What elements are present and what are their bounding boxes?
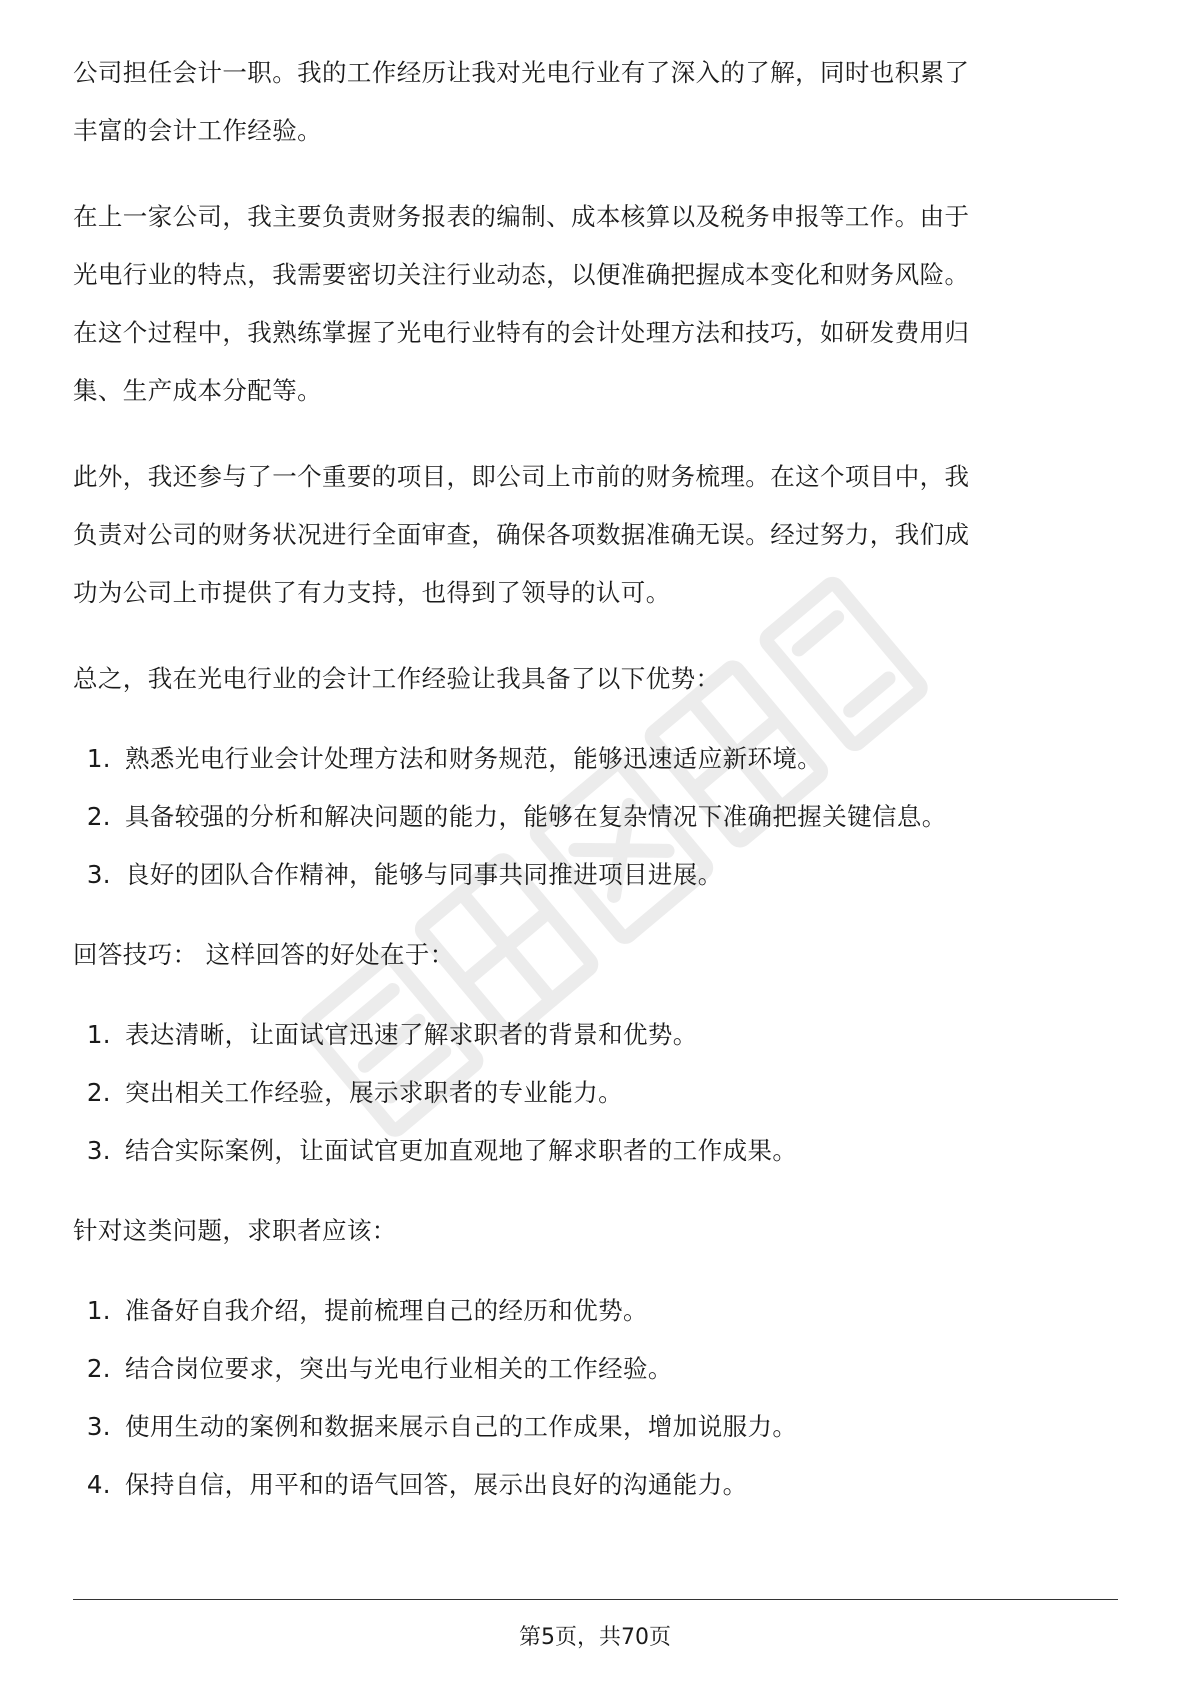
main-content: [73, 44, 1118, 1514]
paragraph-project-line: 负责对公司的财务状况进行全面审查，确保各项数据准确无误。经过努力，我们成: [73, 520, 970, 549]
list-item: 1. 准备好自我介绍，提前梳理自己的经历和优势。: [86, 1296, 648, 1325]
list-item: 3. 良好的团队合作精神，能够与同事共同推进项目进展。: [86, 860, 723, 889]
list-item: 2. 突出相关工作经验，展示求职者的专业能力。: [86, 1078, 623, 1107]
list-item: 2. 结合岗位要求，突出与光电行业相关的工作经验。: [86, 1354, 673, 1383]
advice-heading: 针对这类问题，求职者应该：: [73, 1216, 397, 1245]
list-item: 2. 具备较强的分析和解决问题的能力，能够在复杂情况下准确把握关键信息。: [86, 802, 947, 831]
paragraph-duties-line: 光电行业的特点，我需要密切关注行业动态，以便准确把握成本变化和财务风险。: [73, 260, 970, 289]
list-item: 3. 使用生动的案例和数据来展示自己的工作成果，增加说服力。: [86, 1412, 798, 1441]
paragraph-summary: 总之，我在光电行业的会计工作经验让我具备了以下优势：: [73, 664, 721, 693]
list-item: 3. 结合实际案例，让面试官更加直观地了解求职者的工作成果。: [86, 1136, 798, 1165]
paragraph-intro-line: 公司担任会计一职。我的工作经历让我对光电行业有了深入的了解，同时也积累了: [73, 58, 970, 87]
advice-list: [73, 1282, 1118, 1514]
paragraph-project-line: 此外，我还参与了一个重要的项目，即公司上市前的财务梳理。在这个项目中，我: [73, 462, 970, 491]
tips-list: [73, 1006, 1118, 1180]
page-number: 第5页，共70页: [519, 1625, 671, 1650]
paragraph-project-line: 功为公司上市提供了有力支持，也得到了领导的认可。: [73, 578, 671, 607]
advantages-list: [73, 730, 1118, 904]
paragraph-duties-line: 集、生产成本分配等。: [73, 376, 322, 405]
list-item: 1. 熟悉光电行业会计处理方法和财务规范，能够迅速适应新环境。: [86, 744, 823, 773]
paragraph-intro-line: 丰富的会计工作经验。: [73, 116, 322, 145]
list-item: 4. 保持自信，用平和的语气回答，展示出良好的沟通能力。: [86, 1470, 748, 1499]
tips-heading: 回答技巧： 这样回答的好处在于：: [73, 940, 455, 969]
footer-divider: [73, 1599, 1118, 1600]
list-item: 1. 表达清晰，让面试官迅速了解求职者的背景和优势。: [86, 1020, 698, 1049]
paragraph-duties-line: 在上一家公司，我主要负责财务报表的编制、成本核算以及税务申报等工作。由于: [73, 202, 970, 231]
paragraph-duties-line: 在这个过程中，我熟练掌握了光电行业特有的会计处理方法和技巧，如研发费用归: [73, 318, 970, 347]
